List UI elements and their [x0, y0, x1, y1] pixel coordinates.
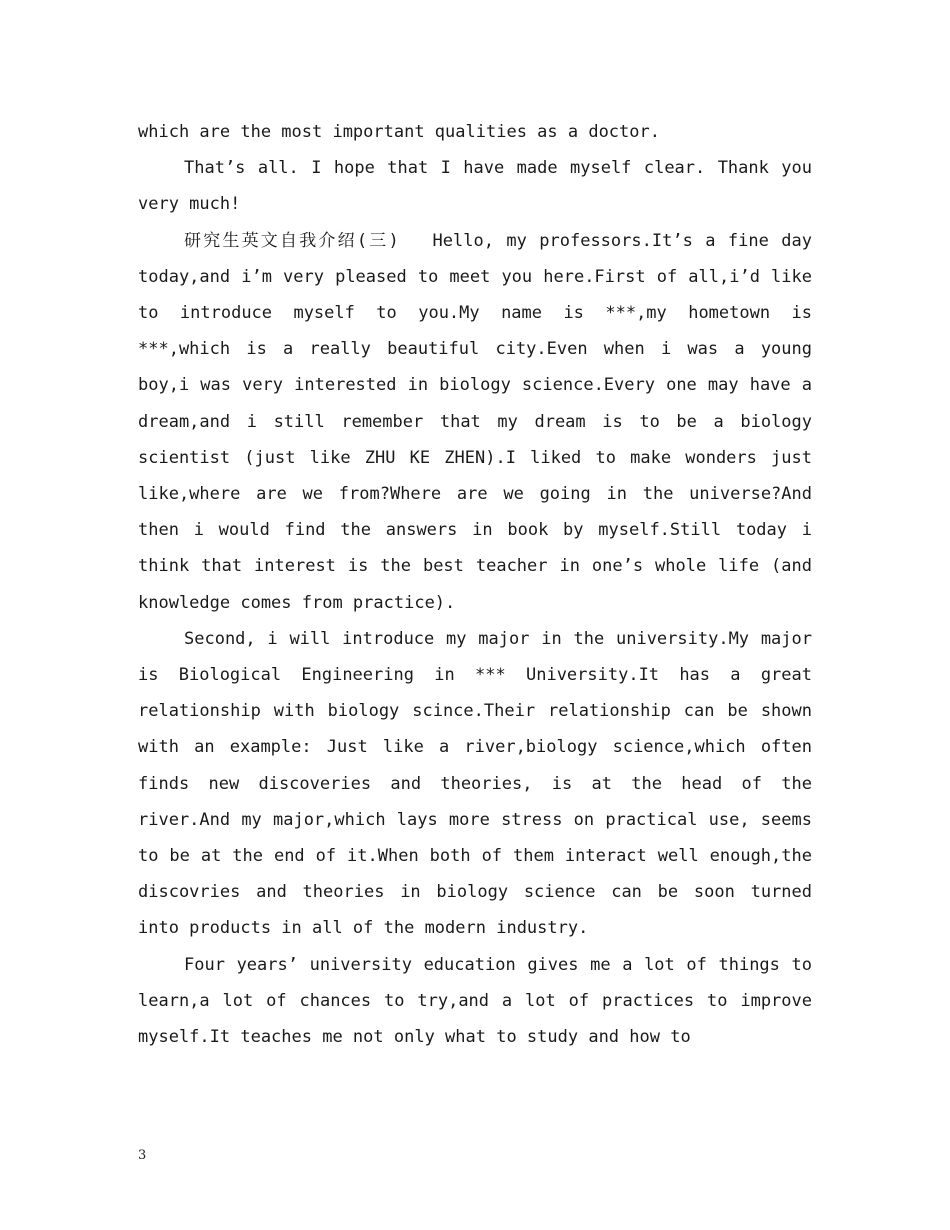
- document-body: [138, 114, 812, 1055]
- paragraph-1: which are the most important qualities as a doctor.: [138, 122, 660, 142]
- paragraph-5: Four years’ university education gives me a lot of things to learn,a lot of chances to try,and a lot of practices to improve myself.It teaches me not only what to study and how to: [138, 954, 812, 1048]
- paragraph-4: Second, i will introduce my major in the university.My major is Biological Engineering in *** University.It has a great relationship with biology scince.Their relationship can be shown with an example: Just like a river,biology science,which often finds new discoveries and theories, is at the head of the river.And my major,which lays more stress on practical use, seems to be at the end of it.When both of them interact well enough,the discovries and theories in biology science can be soon turned into products in all of the modern industry.: [138, 628, 812, 939]
- paragraph-2: That’s all. I hope that I have made myself clear. Thank you very much!: [138, 158, 812, 215]
- page-number: 3: [138, 1148, 147, 1163]
- paragraph-3: 研究生英文自我介绍(三) Hello, my professors.It’s a fine day today,and i’m very pleased to meet you here.First of all,i’d like to introduce myself to you.My name is ***,my hometown is ***,which is a really beautiful city.Even when i was a young boy,i was very interested in biology science.Every one may have a dream,and i still remember that my dream is to be a biology scientist (just like ZHU KE ZHEN).I liked to make wonders just like,where are we from?Where are we going in the universe?And then i would find the answers in book by myself.Still today i think that interest is the best teacher in one’s whole life (and knowledge comes from practice).: [138, 230, 812, 613]
